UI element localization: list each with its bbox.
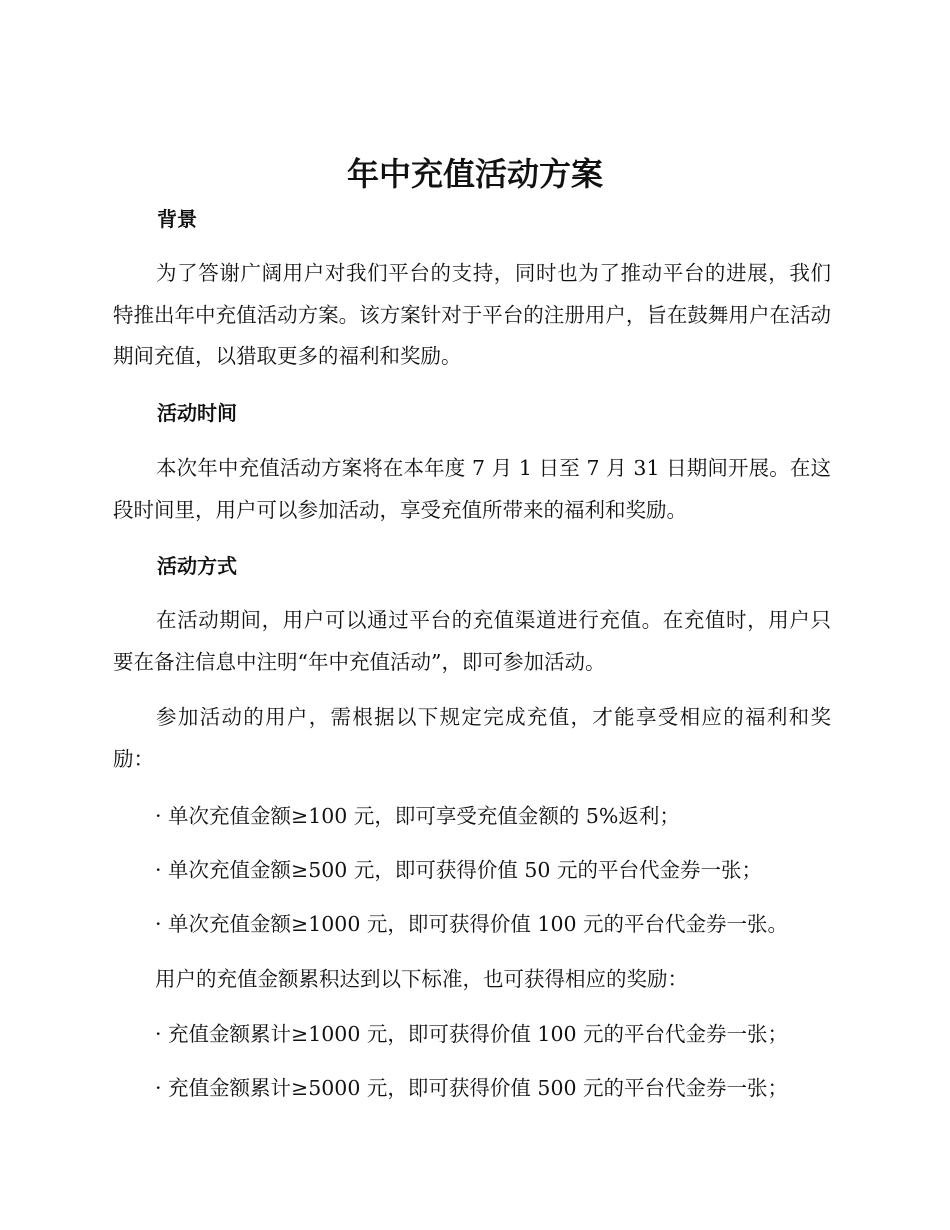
section-heading-activity-time: 活动时间 <box>157 401 237 425</box>
cumulative-rule-item: · 充值金额累计≥1000 元，即可获得价值 100 元的平台代金券一张； <box>155 1022 789 1046</box>
document-title: 年中充值活动方案 <box>346 155 603 193</box>
activity-time-paragraph: 本次年中充值活动方案将在本年度 7 月 1 日至 7 月 31 日期间开展。在这段时间里，用户可以参加活动，享受充值所带来的福利和奖励。 <box>113 456 831 522</box>
participation-requirement-paragraph: 参加活动的用户，需根据以下规定完成充值，才能享受相应的福利和奖励： <box>113 705 831 771</box>
single-recharge-rule-item: · 单次充值金额≥1000 元，即可获得价值 100 元的平台代金券一张。 <box>155 912 789 936</box>
section-heading-activity-method: 活动方式 <box>157 554 237 578</box>
activity-method-paragraph: 在活动期间，用户可以通过平台的充值渠道进行充值。在充值时，用户只要在备注信息中注明“年中充值活动”，即可参加活动。 <box>113 608 831 674</box>
cumulative-intro-text: 用户的充值金额累积达到以下标准，也可获得相应的奖励： <box>155 967 688 991</box>
single-recharge-rule-item: · 单次充值金额≥100 元，即可享受充值金额的 5%返利； <box>155 804 680 828</box>
single-recharge-rule-item: · 单次充值金额≥500 元，即可获得价值 50 元的平台代金券一张； <box>155 858 762 882</box>
section-heading-background: 背景 <box>157 207 197 231</box>
background-paragraph: 为了答谢广阔用户对我们平台的支持，同时也为了推动平台的进展，我们特推出年中充值活动方案。该方案针对于平台的注册用户，旨在鼓舞用户在活动期间充值，以猎取更多的福利和奖励。 <box>113 261 831 368</box>
cumulative-rule-item: · 充值金额累计≥5000 元，即可获得价值 500 元的平台代金券一张； <box>155 1076 789 1100</box>
